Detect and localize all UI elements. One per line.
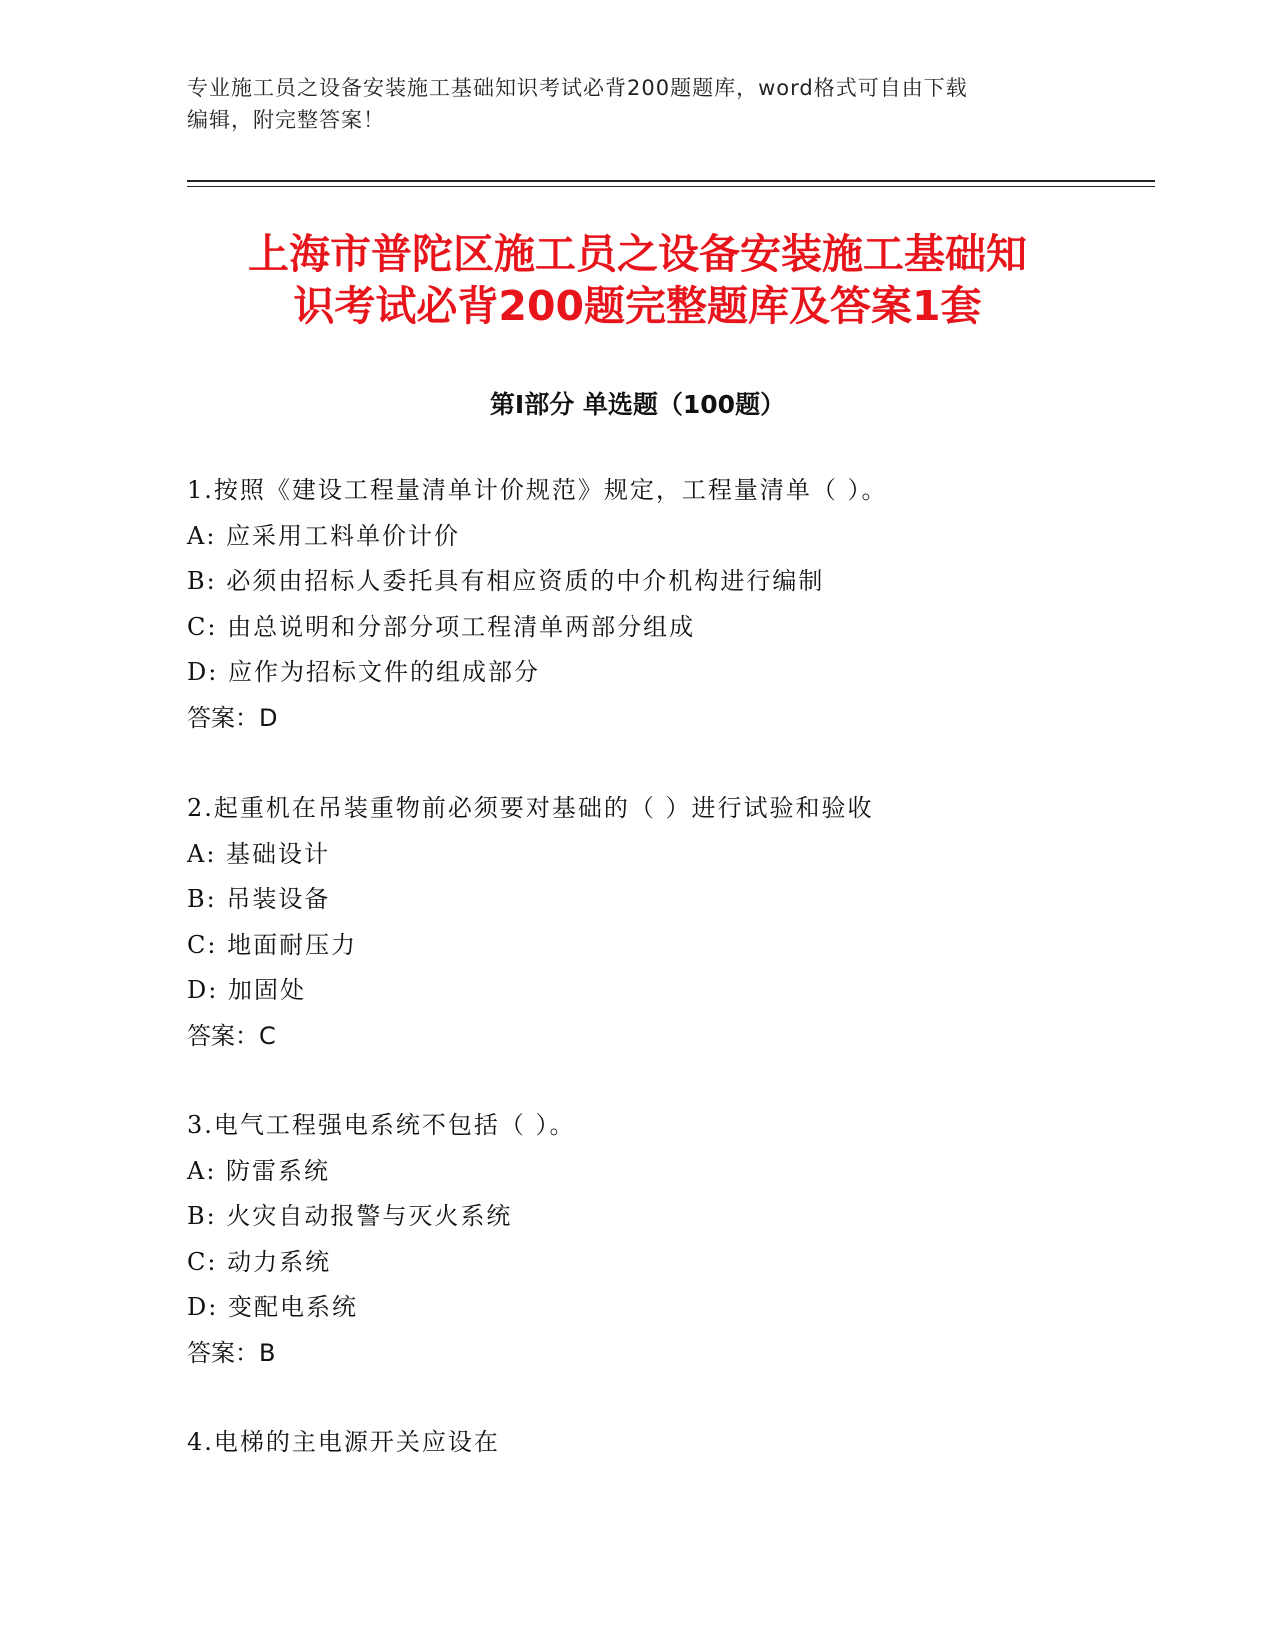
option-c: C: 动力系统 bbox=[187, 1247, 332, 1276]
option-b: B: 火灾自动报警与灭火系统 bbox=[187, 1202, 513, 1230]
question-stem: 4.电梯的主电源开关应设在 bbox=[187, 1428, 500, 1456]
question-stem: 3.电气工程强电系统不包括（ ）。 bbox=[187, 1111, 576, 1139]
option-d: D: 变配电系统 bbox=[187, 1293, 358, 1321]
option-a: A: 应采用工料单价计价 bbox=[187, 521, 461, 550]
document-title-line-1: 上海市普陀区施工员之设备安装施工基础知 bbox=[248, 230, 1027, 278]
document-title-line-2: 识考试必背200题完整题库及答案1套 bbox=[293, 282, 982, 330]
header-note bbox=[187, 72, 1087, 136]
question-stem: 1.按照《建设工程量清单计价规范》规定，工程量清单（ ）。 bbox=[187, 476, 888, 504]
option-a: A: 防雷系统 bbox=[187, 1156, 331, 1185]
question-2 bbox=[187, 786, 1187, 1059]
header-divider-thin bbox=[187, 186, 1155, 187]
section-title: 第Ⅰ部分 单选题（100题） bbox=[489, 390, 786, 419]
option-b: B: 吊装设备 bbox=[187, 885, 331, 913]
option-c: C: 地面耐压力 bbox=[187, 930, 358, 959]
answer: 答案：C bbox=[187, 1021, 276, 1050]
question-stem: 2.起重机在吊装重物前必须要对基础的（ ）进行试验和验收 bbox=[187, 794, 874, 822]
option-b: B: 必须由招标人委托具有相应资质的中介机构进行编制 bbox=[187, 567, 825, 595]
option-c: C: 由总说明和分部分项工程清单两部分组成 bbox=[187, 612, 696, 641]
header-note-line-1: 专业施工员之设备安装施工基础知识考试必背200题题库，word格式可自由下载 bbox=[187, 76, 968, 100]
option-d: D: 应作为招标文件的组成部分 bbox=[187, 658, 540, 686]
answer: 答案：B bbox=[187, 1338, 276, 1367]
option-a: A: 基础设计 bbox=[187, 839, 331, 868]
question-3 bbox=[187, 1103, 1187, 1376]
question-4 bbox=[187, 1420, 1187, 1466]
header-divider-thick bbox=[187, 180, 1155, 182]
option-d: D: 加固处 bbox=[187, 976, 306, 1004]
header-note-line-2: 编辑，附完整答案！ bbox=[187, 108, 385, 132]
document-title bbox=[150, 228, 1125, 332]
answer: 答案：D bbox=[187, 703, 278, 732]
question-1 bbox=[187, 468, 1187, 741]
